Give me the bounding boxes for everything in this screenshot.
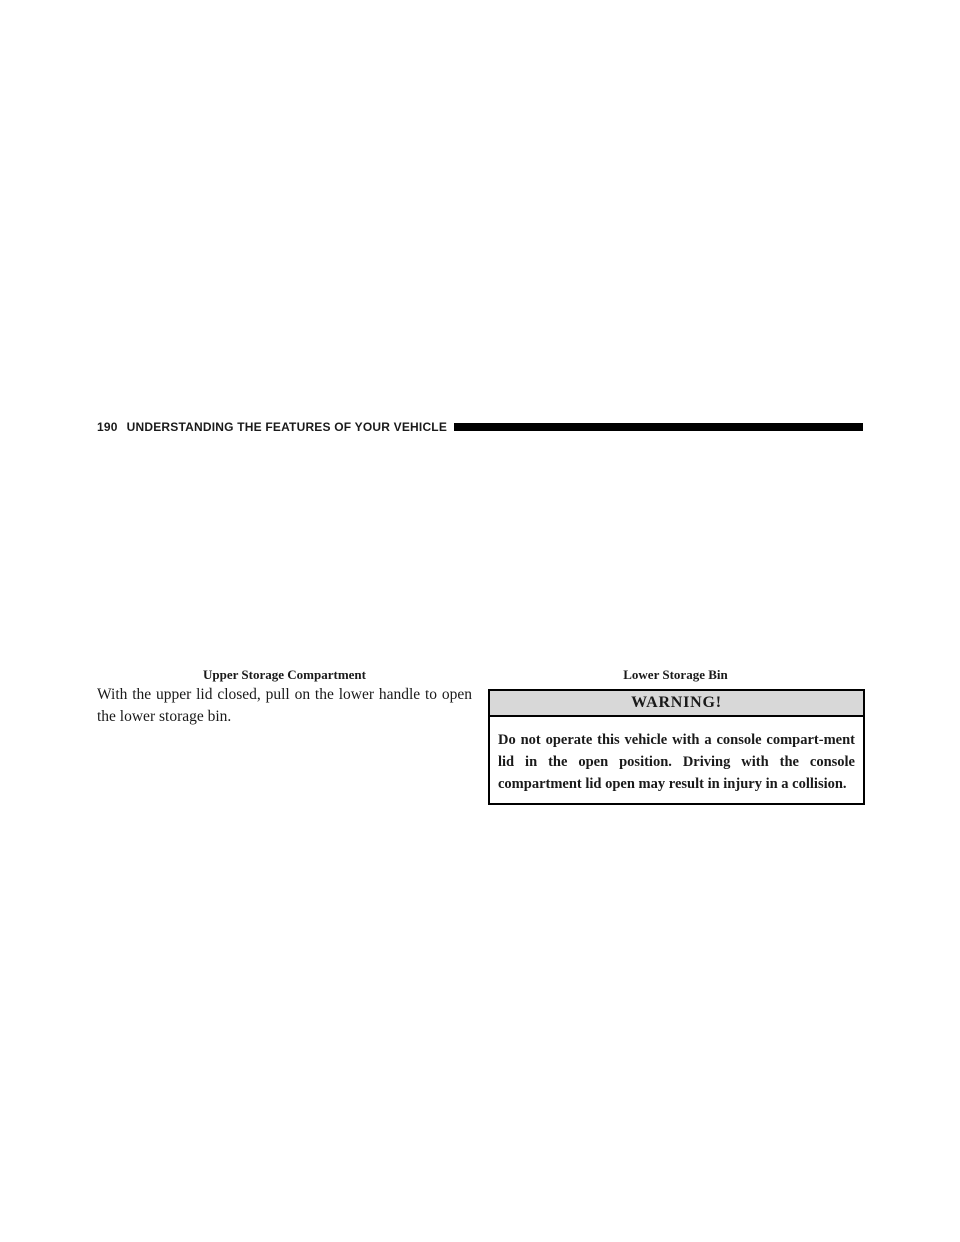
warning-title: WARNING! (490, 691, 863, 717)
page-number: 190 (97, 420, 118, 434)
figure-caption-lower-storage: Lower Storage Bin (623, 667, 728, 682)
section-title: UNDERSTANDING THE FEATURES OF YOUR VEHICLE (126, 420, 448, 434)
figure-caption-upper-storage: Upper Storage Compartment (203, 667, 366, 682)
warning-box (488, 689, 865, 805)
page-header (97, 418, 863, 436)
header-rule (454, 423, 863, 431)
warning-text: Do not operate this vehicle with a console compart-ment lid in the open position. Driving with the console compartment lid open may result in injury in a collision. (498, 732, 855, 792)
body-paragraph: With the upper lid closed, pull on the lower handle to open the lower storage bin. (97, 686, 472, 725)
